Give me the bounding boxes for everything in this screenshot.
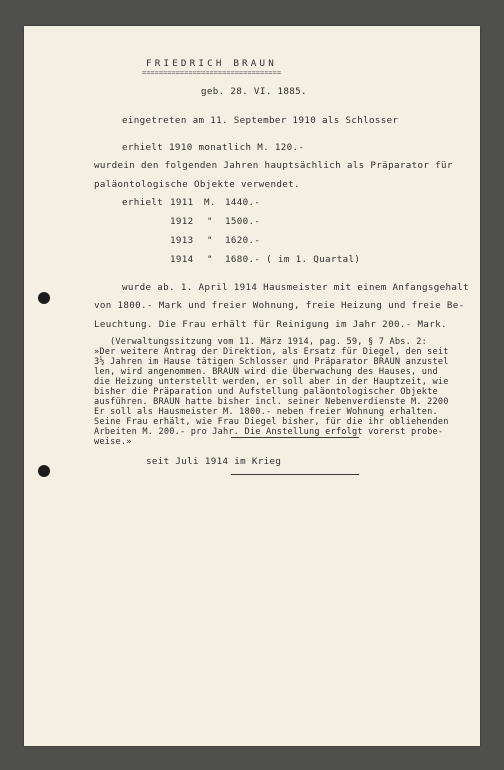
salary-year: 1913 [170, 235, 194, 246]
minutes-line: weise.» [94, 437, 132, 447]
minutes-end-rule [231, 437, 359, 438]
minutes-line: 3½ Jahren im Hause tätigen Schlosser und Präparator BRAUN anzustel [94, 357, 449, 367]
salary-amount: 1440.- [225, 197, 261, 208]
punch-hole-bottom [38, 465, 50, 477]
minutes-line: ausführen. BRAUN hatte bisher incl. seiner Nebenverdienste M. 2200 [94, 397, 449, 407]
birth-date: geb. 28. VI. 1885. [201, 86, 307, 97]
salary-currency: M. [204, 197, 216, 208]
punch-hole-top [38, 292, 50, 304]
document-page [24, 26, 480, 746]
salary-year: 1914 [170, 254, 194, 265]
minutes-line: Arbeiten M. 200.- pro Jahr. Die Anstellung erfolgt vorerst probe- [94, 427, 444, 437]
minutes-line: bisher die Präparation und Aufstellung paläontologischer Objekte [94, 387, 438, 397]
janitor-line-2: von 1800.- Mark und freier Wohnung, freie Heizung und freie Be- [94, 300, 465, 311]
minutes-line: Er soll als Hausmeister M. 1800.- neben freier Wohnung erhalten. [94, 407, 438, 417]
salary-year: 1911 [170, 197, 194, 208]
minutes-line: len, wird angenommen. BRAUN wird die Überwachung des Hauses, und [94, 367, 438, 377]
war-note: seit Juli 1914 im Krieg [146, 456, 282, 467]
salary-1910: erhielt 1910 monatlich M. 120.- [122, 142, 305, 153]
salary-amount: 1620.- [225, 235, 261, 246]
janitor-line-1: wurde ab. 1. April 1914 Hausmeister mit einem Anfangsgehalt [122, 282, 469, 293]
salary-currency: " [207, 254, 213, 265]
salary-prefix: erhielt [122, 197, 164, 208]
entry-line: eingetreten am 11. September 1910 als Schlosser [122, 115, 399, 126]
salary-amount: 1500.- [225, 216, 261, 227]
minutes-line: die Heizung unterstellt werden, er soll aber in der Hauptzeit, wie [94, 377, 449, 387]
minutes-line: (Verwaltungssitzung vom 11. März 1914, pag. 59, § 7 Abs. 2: [110, 337, 428, 347]
salary-currency: " [207, 235, 213, 246]
career-line-1: wurdein den folgenden Jahren hauptsächlich als Präparator für [94, 160, 453, 171]
janitor-line-3: Leuchtung. Die Frau erhält für Reinigung im Jahr 200.- Mark. [94, 319, 447, 330]
salary-year: 1912 [170, 216, 194, 227]
career-line-2: paläontologische Objekte verwendet. [94, 179, 300, 190]
salary-currency: " [207, 216, 213, 227]
minutes-line: »Der weitere Antrag der Direktion, als Ersatz für Diegel, den seit [94, 347, 449, 357]
title-underline: ================================= [142, 69, 282, 77]
document-title: FRIEDRICH BRAUN [146, 58, 277, 69]
footer-rule [231, 474, 359, 475]
minutes-line: Seine Frau erhält, wie Frau Diegel bisher, für die ihr obliehenden [94, 417, 449, 427]
salary-amount: 1680.- ( im 1. Quartal) [225, 254, 361, 265]
